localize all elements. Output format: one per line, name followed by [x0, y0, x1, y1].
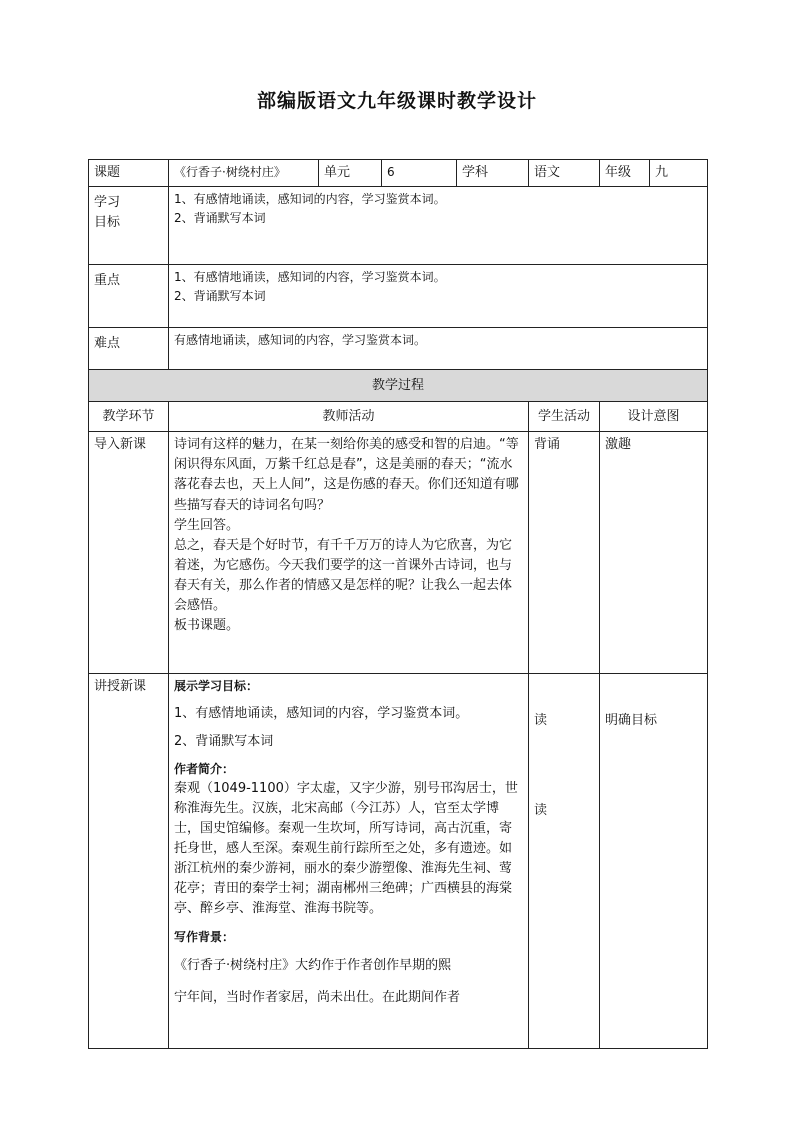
goals-content	[169, 187, 708, 265]
difficult-label: 难点	[89, 328, 169, 370]
dan-yuan-label: 单元	[319, 160, 382, 187]
show-goals-heading: 展示学习目标：	[174, 679, 259, 694]
nian-ji-label: 年级	[600, 160, 650, 187]
key-points-content	[169, 265, 708, 328]
column-header-teacher: 教师活动	[169, 402, 529, 432]
goals-row	[89, 187, 708, 265]
goals-label-line-1: 学习	[94, 195, 121, 211]
column-header-stage: 教学环节	[89, 402, 169, 432]
goals-line-2: 2、背诵默写本词	[174, 210, 266, 225]
process-header-row	[89, 370, 708, 402]
xue-ke-label: 学科	[457, 160, 529, 187]
intro-student-activity: 背诵	[529, 432, 600, 674]
nian-ji-value: 九	[650, 160, 708, 187]
lecture-goal-1: 1、有感情地诵读，感知词的内容，学习鉴赏本词。	[174, 705, 469, 721]
process-header: 教学过程	[89, 370, 708, 402]
key-points-row	[89, 265, 708, 328]
lecture-intent: 明确目标	[605, 713, 658, 729]
column-header-intent: 设计意图	[600, 402, 708, 432]
intro-paragraph-4: 板书课题。	[174, 618, 240, 634]
background-line-2: 宁年间，当时作者家居，尚未出仕。在此期间作者	[174, 990, 461, 1006]
lecture-stage: 讲授新课	[89, 674, 169, 1049]
goals-line-1: 1、有感情地诵读，感知词的内容，学习鉴赏本词。	[174, 192, 446, 207]
key-points-label: 重点	[89, 265, 169, 328]
info-row	[89, 160, 708, 187]
goals-label-line-2: 目标	[94, 215, 121, 231]
background-heading: 写作背景：	[174, 929, 235, 944]
lecture-row	[89, 674, 708, 1049]
lecture-student-2: 读	[534, 803, 548, 819]
difficult-row	[89, 328, 708, 370]
xue-ke-value: 语文	[529, 160, 600, 187]
lecture-goal-2: 2、背诵默写本词	[174, 733, 274, 749]
goals-label	[89, 187, 169, 265]
key-point-line-2: 2、背诵默写本词	[174, 288, 266, 303]
column-header-student: 学生活动	[529, 402, 600, 432]
intro-design-intent: 激趣	[600, 432, 708, 674]
author-heading: 作者简介：	[174, 762, 235, 777]
background-line-1: 《行香子·树绕村庄》大约作于作者创作早期的熙	[174, 958, 452, 974]
intro-paragraph-2: 学生回答。	[174, 517, 240, 533]
intro-stage: 导入新课	[89, 432, 169, 674]
author-text: 秦观（1049-1100）字太虚，又字少游，别号邗沟居士，世称淮海先生。汉族，北宋高邮（今江苏）人，官至太学博士，国史馆编修。秦观一生坎坷，所写诗词，高古沉重，寄托身世，感人至深。秦观生前行踪所至之处，多有遗迹。如浙江杭州的秦少游祠，丽水的秦少游塑像、淮海先生祠、莺花亭；青田的秦学士祠；湖南郴州三绝碑；广西横县的海棠亭、醉乡亭、淮海堂、淮海书院等。	[174, 780, 518, 917]
ke-ti-label: 课题	[89, 160, 169, 187]
lesson-plan-table	[88, 159, 708, 1049]
lecture-student-1: 读	[534, 713, 548, 729]
key-point-line-1: 1、有感情地诵读，感知词的内容，学习鉴赏本词。	[174, 270, 446, 285]
intro-paragraph-1: 诗词有这样的魅力，在某一刻给你美的感受和智的启迪。“等闲识得东风面，万紫千红总是春”，这是美丽的春天；“流水落花春去也，天上人间”，这是伤感的春天。你们还知道有哪些描写春天的诗词名句吗？	[174, 437, 519, 513]
lecture-student-activity	[529, 674, 600, 1049]
dan-yuan-value: 6	[382, 160, 457, 187]
lecture-design-intent	[600, 674, 708, 1049]
intro-row	[89, 432, 708, 674]
column-header-row	[89, 402, 708, 432]
ke-ti-value: 《行香子·树绕村庄》	[169, 160, 319, 187]
intro-paragraph-3: 总之，春天是个好时节，有千千万万的诗人为它欣喜，为它着迷，为它感伤。今天我们要学的这一首课外古诗词，也与春天有关，那么作者的情感又是怎样的呢？让我么一起去体会感悟。	[174, 537, 513, 614]
intro-teacher-activity	[169, 432, 529, 674]
difficult-content: 有感情地诵读，感知词的内容，学习鉴赏本词。	[169, 328, 708, 370]
lecture-teacher-activity	[169, 674, 529, 1049]
page-title: 部编版语文九年级课时教学设计	[256, 90, 537, 112]
